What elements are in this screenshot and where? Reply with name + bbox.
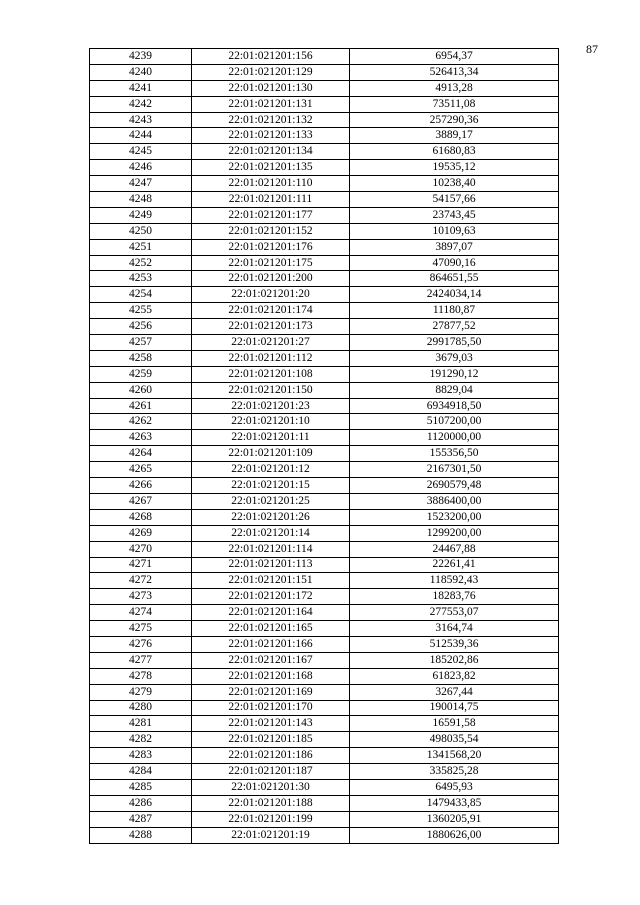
row-number-cell: 4250 (90, 223, 192, 239)
cadastral-number-cell: 22:01:021201:113 (192, 557, 350, 573)
cadastral-number-cell: 22:01:021201:131 (192, 96, 350, 112)
table-row (90, 64, 559, 80)
row-number-cell: 4278 (90, 668, 192, 684)
table-row (90, 398, 559, 414)
table-row (90, 621, 559, 637)
table-row (90, 462, 559, 478)
row-number-cell: 4239 (90, 49, 192, 65)
table-row (90, 478, 559, 494)
cadastral-number-cell: 22:01:021201:14 (192, 525, 350, 541)
cadastral-number-cell: 22:01:021201:187 (192, 764, 350, 780)
cadastral-number-cell: 22:01:021201:200 (192, 271, 350, 287)
row-number-cell: 4240 (90, 64, 192, 80)
cadastral-number-cell: 22:01:021201:30 (192, 779, 350, 795)
cadastral-number-cell: 22:01:021201:173 (192, 319, 350, 335)
cadastral-number-cell: 22:01:021201:134 (192, 144, 350, 160)
value-cell: 3897,07 (350, 239, 559, 255)
row-number-cell: 4242 (90, 96, 192, 112)
cadastral-number-cell: 22:01:021201:11 (192, 430, 350, 446)
cadastral-number-cell: 22:01:021201:177 (192, 207, 350, 223)
value-cell: 5107200,00 (350, 414, 559, 430)
table-row (90, 271, 559, 287)
row-number-cell: 4261 (90, 398, 192, 414)
table-row (90, 748, 559, 764)
value-cell: 11180,87 (350, 303, 559, 319)
value-cell: 1360205,91 (350, 811, 559, 827)
cadastral-number-cell: 22:01:021201:132 (192, 112, 350, 128)
table-row (90, 239, 559, 255)
row-number-cell: 4255 (90, 303, 192, 319)
cadastral-number-cell: 22:01:021201:129 (192, 64, 350, 80)
cadastral-number-cell: 22:01:021201:172 (192, 589, 350, 605)
row-number-cell: 4285 (90, 779, 192, 795)
table-row (90, 684, 559, 700)
cadastral-number-cell: 22:01:021201:168 (192, 668, 350, 684)
table-row (90, 605, 559, 621)
value-cell: 54157,66 (350, 192, 559, 208)
value-cell: 73511,08 (350, 96, 559, 112)
row-number-cell: 4274 (90, 605, 192, 621)
cadastral-number-cell: 22:01:021201:156 (192, 49, 350, 65)
table-row (90, 811, 559, 827)
table-row (90, 303, 559, 319)
page-number: 87 (586, 42, 598, 56)
cadastral-number-cell: 22:01:021201:152 (192, 223, 350, 239)
cadastral-number-cell: 22:01:021201:174 (192, 303, 350, 319)
cadastral-number-cell: 22:01:021201:169 (192, 684, 350, 700)
table-row (90, 446, 559, 462)
cadastral-number-cell: 22:01:021201:26 (192, 509, 350, 525)
table-row (90, 366, 559, 382)
cadastral-number-cell: 22:01:021201:109 (192, 446, 350, 462)
table-row (90, 764, 559, 780)
cadastral-number-cell: 22:01:021201:143 (192, 716, 350, 732)
row-number-cell: 4276 (90, 636, 192, 652)
row-number-cell: 4272 (90, 573, 192, 589)
row-number-cell: 4251 (90, 239, 192, 255)
cadastral-number-cell: 22:01:021201:130 (192, 80, 350, 96)
cadastral-number-cell: 22:01:021201:27 (192, 335, 350, 351)
table-row (90, 636, 559, 652)
row-number-cell: 4246 (90, 160, 192, 176)
row-number-cell: 4271 (90, 557, 192, 573)
value-cell: 1299200,00 (350, 525, 559, 541)
value-cell: 19535,12 (350, 160, 559, 176)
value-cell: 512539,36 (350, 636, 559, 652)
cadastral-number-cell: 22:01:021201:164 (192, 605, 350, 621)
value-cell: 6934918,50 (350, 398, 559, 414)
row-number-cell: 4279 (90, 684, 192, 700)
table-row (90, 493, 559, 509)
row-number-cell: 4282 (90, 732, 192, 748)
row-number-cell: 4273 (90, 589, 192, 605)
cadastral-number-cell: 22:01:021201:25 (192, 493, 350, 509)
value-cell: 3889,17 (350, 128, 559, 144)
cadastral-number-cell: 22:01:021201:185 (192, 732, 350, 748)
table-row (90, 176, 559, 192)
table-row (90, 509, 559, 525)
cadastral-number-cell: 22:01:021201:166 (192, 636, 350, 652)
row-number-cell: 4277 (90, 652, 192, 668)
value-cell: 22261,41 (350, 557, 559, 573)
table-row (90, 80, 559, 96)
value-cell: 3886400,00 (350, 493, 559, 509)
table-row (90, 287, 559, 303)
table-row (90, 319, 559, 335)
table-row (90, 255, 559, 271)
row-number-cell: 4256 (90, 319, 192, 335)
table-row (90, 160, 559, 176)
table-row (90, 128, 559, 144)
value-cell: 191290,12 (350, 366, 559, 382)
table-row (90, 192, 559, 208)
value-cell: 10238,40 (350, 176, 559, 192)
value-cell: 2690579,48 (350, 478, 559, 494)
table-row (90, 668, 559, 684)
cadastral-number-cell: 22:01:021201:150 (192, 382, 350, 398)
table-row (90, 525, 559, 541)
cadastral-number-cell: 22:01:021201:165 (192, 621, 350, 637)
value-cell: 6954,37 (350, 49, 559, 65)
value-cell: 185202,86 (350, 652, 559, 668)
cadastral-number-cell: 22:01:021201:170 (192, 700, 350, 716)
row-number-cell: 4262 (90, 414, 192, 430)
cadastral-number-cell: 22:01:021201:111 (192, 192, 350, 208)
row-number-cell: 4263 (90, 430, 192, 446)
value-cell: 23743,45 (350, 207, 559, 223)
value-cell: 526413,34 (350, 64, 559, 80)
value-cell: 10109,63 (350, 223, 559, 239)
value-cell: 2167301,50 (350, 462, 559, 478)
cadastral-number-cell: 22:01:021201:19 (192, 827, 350, 843)
table-row (90, 652, 559, 668)
value-cell: 4913,28 (350, 80, 559, 96)
table-row (90, 732, 559, 748)
row-number-cell: 4241 (90, 80, 192, 96)
value-cell: 335825,28 (350, 764, 559, 780)
table-row (90, 112, 559, 128)
table-row (90, 430, 559, 446)
table-row (90, 557, 559, 573)
row-number-cell: 4270 (90, 541, 192, 557)
table-row (90, 144, 559, 160)
value-cell: 1479433,85 (350, 795, 559, 811)
value-cell: 498035,54 (350, 732, 559, 748)
cadastral-number-cell: 22:01:021201:186 (192, 748, 350, 764)
row-number-cell: 4265 (90, 462, 192, 478)
row-number-cell: 4286 (90, 795, 192, 811)
row-number-cell: 4264 (90, 446, 192, 462)
row-number-cell: 4280 (90, 700, 192, 716)
cadastral-number-cell: 22:01:021201:10 (192, 414, 350, 430)
row-number-cell: 4259 (90, 366, 192, 382)
value-cell: 61823,82 (350, 668, 559, 684)
value-cell: 16591,58 (350, 716, 559, 732)
value-cell: 2424034,14 (350, 287, 559, 303)
row-number-cell: 4266 (90, 478, 192, 494)
table-row (90, 350, 559, 366)
row-number-cell: 4247 (90, 176, 192, 192)
cadastral-number-cell: 22:01:021201:112 (192, 350, 350, 366)
table-row (90, 589, 559, 605)
row-number-cell: 4248 (90, 192, 192, 208)
row-number-cell: 4281 (90, 716, 192, 732)
table-row (90, 414, 559, 430)
value-cell: 277553,07 (350, 605, 559, 621)
value-cell: 1120000,00 (350, 430, 559, 446)
value-cell: 1523200,00 (350, 509, 559, 525)
row-number-cell: 4268 (90, 509, 192, 525)
table-row (90, 49, 559, 65)
value-cell: 6495,93 (350, 779, 559, 795)
cadastral-number-cell: 22:01:021201:199 (192, 811, 350, 827)
cadastral-number-cell: 22:01:021201:151 (192, 573, 350, 589)
cadastral-number-cell: 22:01:021201:188 (192, 795, 350, 811)
value-cell: 864651,55 (350, 271, 559, 287)
row-number-cell: 4258 (90, 350, 192, 366)
table-row (90, 716, 559, 732)
row-number-cell: 4267 (90, 493, 192, 509)
value-cell: 118592,43 (350, 573, 559, 589)
table-row (90, 335, 559, 351)
cadastral-number-cell: 22:01:021201:108 (192, 366, 350, 382)
row-number-cell: 4252 (90, 255, 192, 271)
cadastral-number-cell: 22:01:021201:176 (192, 239, 350, 255)
cadastral-number-cell: 22:01:021201:133 (192, 128, 350, 144)
table-row (90, 700, 559, 716)
table-body (90, 49, 559, 844)
row-number-cell: 4249 (90, 207, 192, 223)
table-row (90, 382, 559, 398)
row-number-cell: 4243 (90, 112, 192, 128)
cadastral-number-cell: 22:01:021201:135 (192, 160, 350, 176)
value-cell: 190014,75 (350, 700, 559, 716)
value-cell: 1341568,20 (350, 748, 559, 764)
row-number-cell: 4287 (90, 811, 192, 827)
land-plot-table (89, 48, 559, 844)
table-row (90, 779, 559, 795)
value-cell: 47090,16 (350, 255, 559, 271)
row-number-cell: 4254 (90, 287, 192, 303)
table-row (90, 207, 559, 223)
cadastral-number-cell: 22:01:021201:114 (192, 541, 350, 557)
cadastral-number-cell: 22:01:021201:175 (192, 255, 350, 271)
table-row (90, 541, 559, 557)
cadastral-number-cell: 22:01:021201:15 (192, 478, 350, 494)
cadastral-number-cell: 22:01:021201:110 (192, 176, 350, 192)
value-cell: 24467,88 (350, 541, 559, 557)
value-cell: 61680,83 (350, 144, 559, 160)
row-number-cell: 4283 (90, 748, 192, 764)
row-number-cell: 4253 (90, 271, 192, 287)
value-cell: 27877,52 (350, 319, 559, 335)
value-cell: 1880626,00 (350, 827, 559, 843)
row-number-cell: 4260 (90, 382, 192, 398)
value-cell: 155356,50 (350, 446, 559, 462)
cadastral-number-cell: 22:01:021201:167 (192, 652, 350, 668)
cadastral-number-cell: 22:01:021201:23 (192, 398, 350, 414)
value-cell: 257290,36 (350, 112, 559, 128)
value-cell: 2991785,50 (350, 335, 559, 351)
row-number-cell: 4284 (90, 764, 192, 780)
row-number-cell: 4257 (90, 335, 192, 351)
cadastral-number-cell: 22:01:021201:20 (192, 287, 350, 303)
value-cell: 8829,04 (350, 382, 559, 398)
value-cell: 3267,44 (350, 684, 559, 700)
value-cell: 3679,03 (350, 350, 559, 366)
row-number-cell: 4288 (90, 827, 192, 843)
cadastral-number-cell: 22:01:021201:12 (192, 462, 350, 478)
value-cell: 18283,76 (350, 589, 559, 605)
row-number-cell: 4269 (90, 525, 192, 541)
table-row (90, 795, 559, 811)
value-cell: 3164,74 (350, 621, 559, 637)
table-row (90, 827, 559, 843)
row-number-cell: 4245 (90, 144, 192, 160)
table-row (90, 96, 559, 112)
table-row (90, 223, 559, 239)
row-number-cell: 4244 (90, 128, 192, 144)
row-number-cell: 4275 (90, 621, 192, 637)
table-row (90, 573, 559, 589)
